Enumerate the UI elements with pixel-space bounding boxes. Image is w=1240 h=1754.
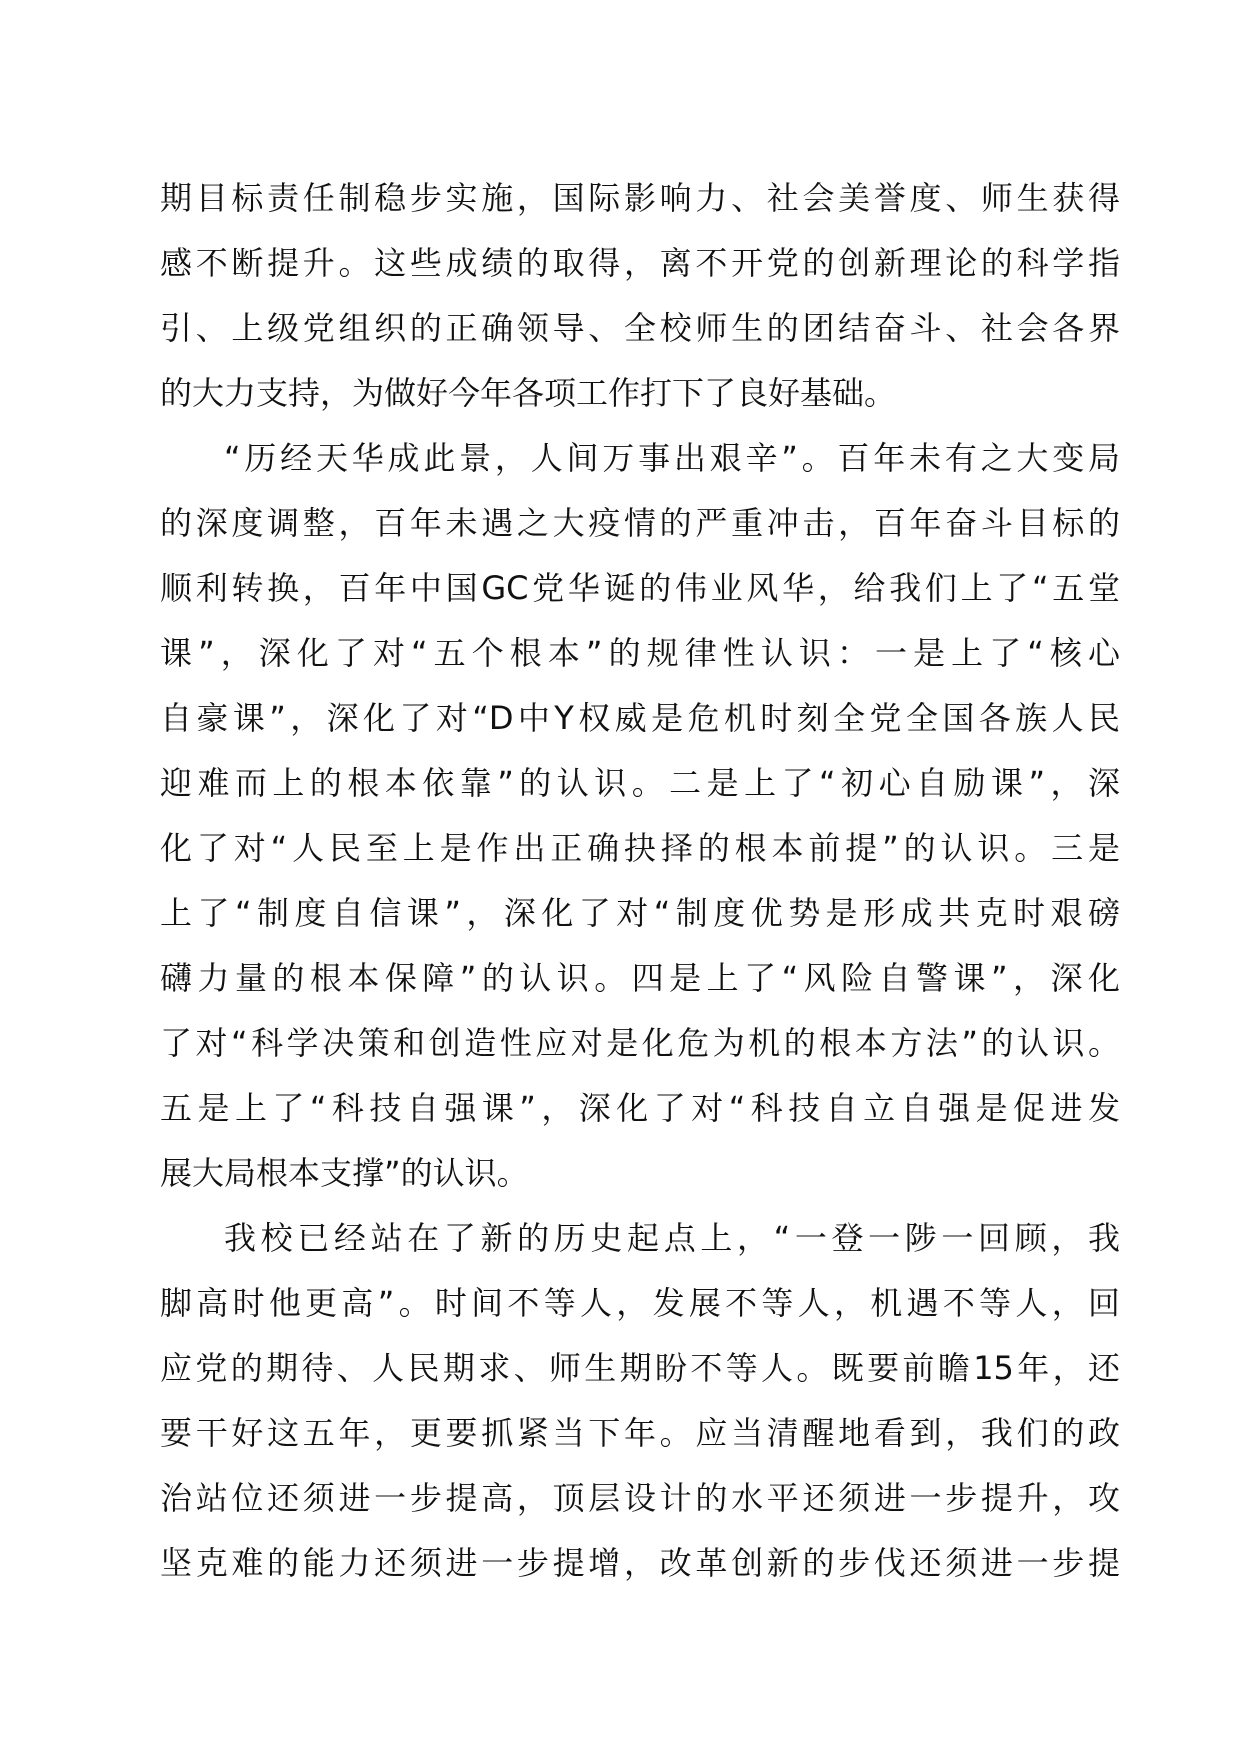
text-line: 上了“制度自信课”，深化了对“制度优势是形成共克时艰磅 xyxy=(160,894,1120,932)
text-line: 我校已经站在了新的历史起点上，“一登一陟一回顾，我 xyxy=(224,1219,1120,1257)
text-line: 要干好这五年，更要抓紧当下年。应当清醒地看到，我们的政 xyxy=(160,1414,1120,1452)
text-line: 感不断提升。这些成绩的取得，离不开党的创新理论的科学指 xyxy=(160,244,1120,282)
text-line: 化了对“人民至上是作出正确抉择的根本前提”的认识。三是 xyxy=(160,829,1120,867)
body-text xyxy=(160,166,1120,1596)
text-line: 迎难而上的根本依靠”的认识。二是上了“初心自励课”，深 xyxy=(160,764,1120,802)
text-line: “历经天华成此景，人间万事出艰辛”。百年未有之大变局 xyxy=(224,439,1120,477)
text-line: 期目标责任制稳步实施，国际影响力、社会美誉度、师生获得 xyxy=(160,179,1120,217)
text-line: 展大局根本支撑”的认识。 xyxy=(160,1154,529,1192)
text-line: 应党的期待、人民期求、师生期盼不等人。既要前瞻15年，还 xyxy=(160,1349,1120,1387)
text-line: 的深度调整，百年未遇之大疫情的严重冲击，百年奋斗目标的 xyxy=(160,504,1120,542)
text-line: 治站位还须进一步提高，顶层设计的水平还须进一步提升，攻 xyxy=(160,1479,1120,1517)
text-line: 的大力支持，为做好今年各项工作打下了良好基础。 xyxy=(160,374,897,412)
text-line: 脚高时他更高”。时间不等人，发展不等人，机遇不等人，回 xyxy=(160,1284,1120,1322)
text-line: 五是上了“科技自强课”，深化了对“科技自立自强是促进发 xyxy=(160,1089,1120,1127)
text-line: 自豪课”，深化了对“D中Y权威是危机时刻全党全国各族人民 xyxy=(160,699,1120,737)
text-line: 坚克难的能力还须进一步提增，改革创新的步伐还须进一步提 xyxy=(160,1544,1120,1582)
text-line: 礴力量的根本保障”的认识。四是上了“风险自警课”，深化 xyxy=(160,959,1120,997)
text-line: 课”，深化了对“五个根本”的规律性认识：一是上了“核心 xyxy=(160,634,1120,672)
text-line: 引、上级党组织的正确领导、全校师生的团结奋斗、社会各界 xyxy=(160,309,1120,347)
text-line: 了对“科学决策和创造性应对是化危为机的根本方法”的认识。 xyxy=(160,1024,1120,1062)
text-line: 顺利转换，百年中国GC党华诞的伟业风华，给我们上了“五堂 xyxy=(160,569,1120,607)
